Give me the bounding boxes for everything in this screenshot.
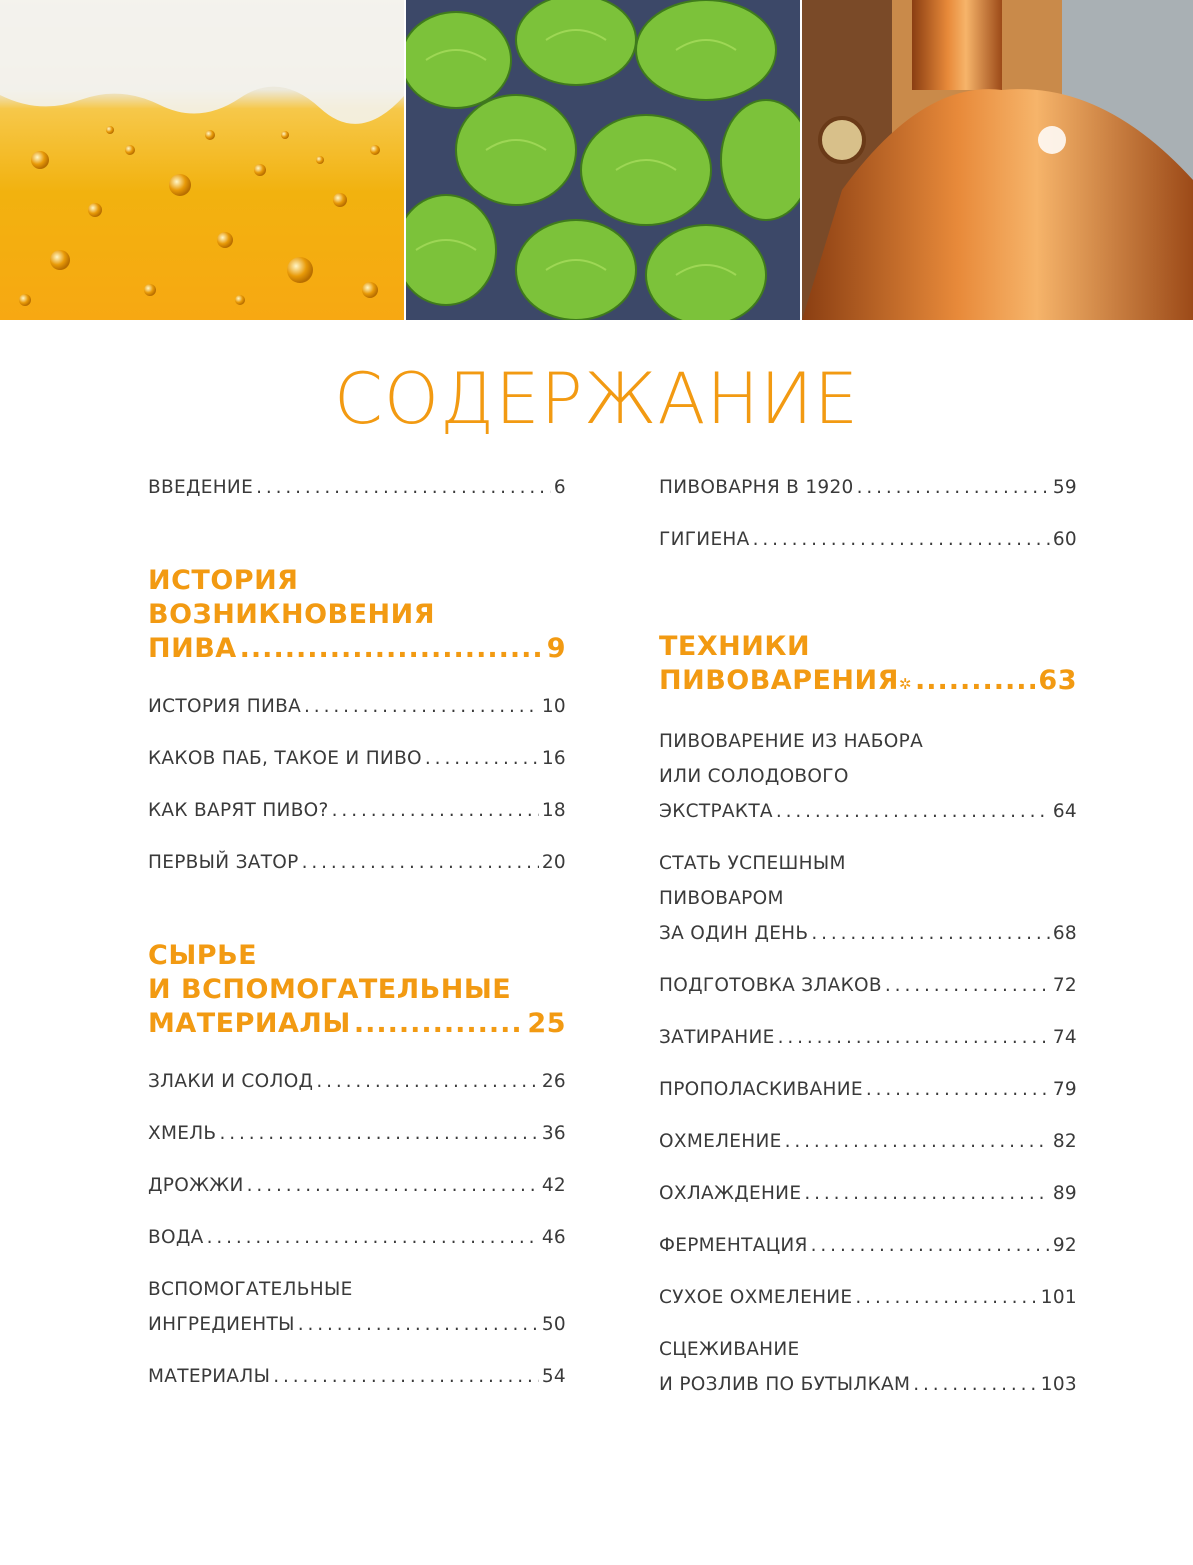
dot-leader bbox=[804, 1176, 1050, 1211]
toc-entry-label: ИНГРЕДИЕНТЫ bbox=[148, 1314, 295, 1335]
flower-mark-icon: ✲ bbox=[898, 675, 912, 693]
section-title-line: ИСТОРИЯ bbox=[148, 565, 299, 596]
toc-page-number: 20 bbox=[541, 852, 566, 873]
toc-entry[interactable] bbox=[148, 793, 566, 828]
dot-leader bbox=[304, 689, 539, 724]
toc-entry-label: КАКОВ ПАБ, ТАКОЕ И ПИВО bbox=[148, 748, 422, 769]
toc-entry-label: ЭКСТРАКТА bbox=[659, 801, 773, 822]
toc-entry-label: МАТЕРИАЛЫ bbox=[148, 1366, 271, 1387]
toc-entry-intro[interactable] bbox=[148, 470, 566, 505]
toc-entry[interactable] bbox=[148, 741, 566, 776]
dot-leader bbox=[866, 1072, 1050, 1107]
dot-leader bbox=[425, 741, 539, 776]
dot-leader bbox=[753, 522, 1050, 557]
dot-leader bbox=[332, 793, 539, 828]
toc-entry-label: ПИВОВАРНЯ В 1920 bbox=[659, 477, 854, 498]
toc-entry-label: КАК ВАРЯТ ПИВО? bbox=[148, 800, 329, 821]
toc-entry[interactable] bbox=[659, 1176, 1077, 1211]
toc-entry-label: И РОЗЛИВ ПО БУТЫЛКАМ bbox=[659, 1374, 911, 1395]
toc-entry-multiline[interactable] bbox=[148, 1272, 566, 1342]
toc-page-number: 59 bbox=[1052, 477, 1077, 498]
dot-leader bbox=[785, 1124, 1050, 1159]
toc-page-number: 18 bbox=[541, 800, 566, 821]
toc-entry-multiline[interactable] bbox=[659, 1332, 1077, 1402]
section-title-line: ПИВА bbox=[148, 633, 237, 664]
toc-page-number: 6 bbox=[553, 477, 566, 498]
toc-page-number: 101 bbox=[1040, 1287, 1077, 1308]
dot-leader bbox=[240, 632, 544, 666]
dot-leader bbox=[811, 1228, 1050, 1263]
hops-photo bbox=[406, 0, 800, 320]
toc-left-column bbox=[148, 470, 566, 1411]
toc-entry-label: ВВЕДЕНИЕ bbox=[148, 477, 254, 498]
toc-page-number: 64 bbox=[1052, 801, 1077, 822]
toc-entry-multiline[interactable] bbox=[659, 724, 1077, 829]
toc-entry[interactable] bbox=[148, 1359, 566, 1394]
toc-entry[interactable] bbox=[659, 968, 1077, 1003]
toc-right-column bbox=[659, 470, 1077, 1419]
toc-page-number: 26 bbox=[541, 1071, 566, 1092]
toc-entry-label: ЗА ОДИН ДЕНЬ bbox=[659, 923, 809, 944]
dot-leader bbox=[316, 1064, 539, 1099]
toc-entry-label: ЗЛАКИ И СОЛОД bbox=[148, 1071, 314, 1092]
header-photos bbox=[0, 0, 1193, 320]
toc-entry-label: ПЕРВЫЙ ЗАТОР bbox=[148, 852, 299, 873]
toc-page-number: 74 bbox=[1052, 1027, 1077, 1048]
toc-entry[interactable] bbox=[148, 845, 566, 880]
toc-entry[interactable] bbox=[148, 1116, 566, 1151]
dot-leader bbox=[256, 470, 551, 505]
toc-entry[interactable] bbox=[148, 689, 566, 724]
toc-entry-label: ГИГИЕНА bbox=[659, 529, 750, 550]
toc-page-number: 46 bbox=[541, 1227, 566, 1248]
toc-section-history[interactable] bbox=[148, 564, 566, 666]
section-title-line: СЫРЬЕ bbox=[148, 940, 258, 971]
toc-section-techniques[interactable] bbox=[659, 630, 1077, 701]
toc-entry-label: ПИВОВАРЕНИЕ ИЗ НАБОРА bbox=[659, 731, 924, 752]
toc-entry-label: СУХОЕ ОХМЕЛЕНИЕ bbox=[659, 1287, 853, 1308]
section-title-line: ВОЗНИКНОВЕНИЯ bbox=[148, 599, 436, 630]
dot-leader bbox=[302, 845, 539, 880]
section-title-line: ПИВОВАРЕНИЯ bbox=[659, 665, 899, 696]
toc-page-number: 79 bbox=[1052, 1079, 1077, 1100]
dot-leader bbox=[207, 1220, 539, 1255]
toc-entry-label: ПИВОВАРОМ bbox=[659, 888, 784, 909]
dot-leader bbox=[298, 1307, 539, 1342]
dot-leader bbox=[885, 968, 1050, 1003]
toc-page-number: 16 bbox=[541, 748, 566, 769]
dot-leader bbox=[247, 1168, 539, 1203]
section-page-number: 9 bbox=[546, 633, 566, 664]
section-page-number: 25 bbox=[527, 1008, 566, 1039]
toc-entry[interactable] bbox=[148, 1220, 566, 1255]
section-title-line: МАТЕРИАЛЫ bbox=[148, 1008, 351, 1039]
dot-leader bbox=[857, 470, 1050, 505]
toc-entry[interactable] bbox=[659, 1020, 1077, 1055]
dot-leader bbox=[354, 1007, 525, 1041]
dot-leader bbox=[913, 1367, 1038, 1402]
toc-page-number: 92 bbox=[1052, 1235, 1077, 1256]
toc-page-number: 50 bbox=[541, 1314, 566, 1335]
toc-entry[interactable] bbox=[659, 522, 1077, 557]
toc-page-number: 60 bbox=[1052, 529, 1077, 550]
dot-leader bbox=[855, 1280, 1037, 1315]
toc-entry[interactable] bbox=[148, 1168, 566, 1203]
toc-section-materials[interactable] bbox=[148, 939, 566, 1041]
toc-entry-label: ОХМЕЛЕНИЕ bbox=[659, 1131, 782, 1152]
toc-entry-label: ПРОПОЛАСКИВАНИЕ bbox=[659, 1079, 863, 1100]
toc-entry-label: СЦЕЖИВАНИЕ bbox=[659, 1339, 800, 1360]
dot-leader bbox=[811, 916, 1049, 951]
toc-page-number: 68 bbox=[1052, 923, 1077, 944]
toc-entry-label: ОХЛАЖДЕНИЕ bbox=[659, 1183, 802, 1204]
toc-entry-multiline[interactable] bbox=[659, 846, 1077, 951]
toc-entry-label: ПОДГОТОВКА ЗЛАКОВ bbox=[659, 975, 882, 996]
toc-page-number: 72 bbox=[1052, 975, 1077, 996]
brew-kettle-photo bbox=[802, 0, 1193, 320]
toc-entry[interactable] bbox=[659, 1280, 1077, 1315]
toc-entry-label: СТАТЬ УСПЕШНЫМ bbox=[659, 853, 846, 874]
toc-entry[interactable] bbox=[659, 1072, 1077, 1107]
toc-entry-label: ФЕРМЕНТАЦИЯ bbox=[659, 1235, 808, 1256]
section-title-line: ТЕХНИКИ bbox=[659, 631, 811, 662]
beer-glass-photo bbox=[0, 0, 404, 320]
dot-leader bbox=[915, 664, 1035, 698]
toc-page-number: 36 bbox=[541, 1123, 566, 1144]
section-title-line: И ВСПОМОГАТЕЛЬНЫЕ bbox=[148, 974, 512, 1005]
toc-entry[interactable] bbox=[659, 1124, 1077, 1159]
dot-leader bbox=[273, 1359, 539, 1394]
toc-entry-label: ВСПОМОГАТЕЛЬНЫЕ bbox=[148, 1279, 353, 1300]
toc-page-number: 10 bbox=[541, 696, 566, 717]
toc-entry[interactable] bbox=[659, 1228, 1077, 1263]
toc-page-number: 82 bbox=[1052, 1131, 1077, 1152]
toc-entry[interactable] bbox=[148, 1064, 566, 1099]
toc-entry-label: ЗАТИРАНИЕ bbox=[659, 1027, 775, 1048]
toc-entry-label: ВОДА bbox=[148, 1227, 204, 1248]
toc-entry-label: ИЛИ СОЛОДОВОГО bbox=[659, 766, 849, 787]
toc-entry-label: ИСТОРИЯ ПИВА bbox=[148, 696, 302, 717]
toc-entry-label: ДРОЖЖИ bbox=[148, 1175, 244, 1196]
dot-leader bbox=[219, 1116, 538, 1151]
section-page-number: 63 bbox=[1038, 665, 1077, 696]
dot-leader bbox=[778, 1020, 1050, 1055]
toc-entry-label: ХМЕЛЬ bbox=[148, 1123, 217, 1144]
toc-page-number: 89 bbox=[1052, 1183, 1077, 1204]
dot-leader bbox=[776, 794, 1050, 829]
toc-page-number: 42 bbox=[541, 1175, 566, 1196]
page-title: СОДЕРЖАНИЕ bbox=[333, 358, 860, 440]
toc-page-number: 54 bbox=[541, 1366, 566, 1387]
toc-entry[interactable] bbox=[659, 470, 1077, 505]
toc-page-number: 103 bbox=[1040, 1374, 1077, 1395]
